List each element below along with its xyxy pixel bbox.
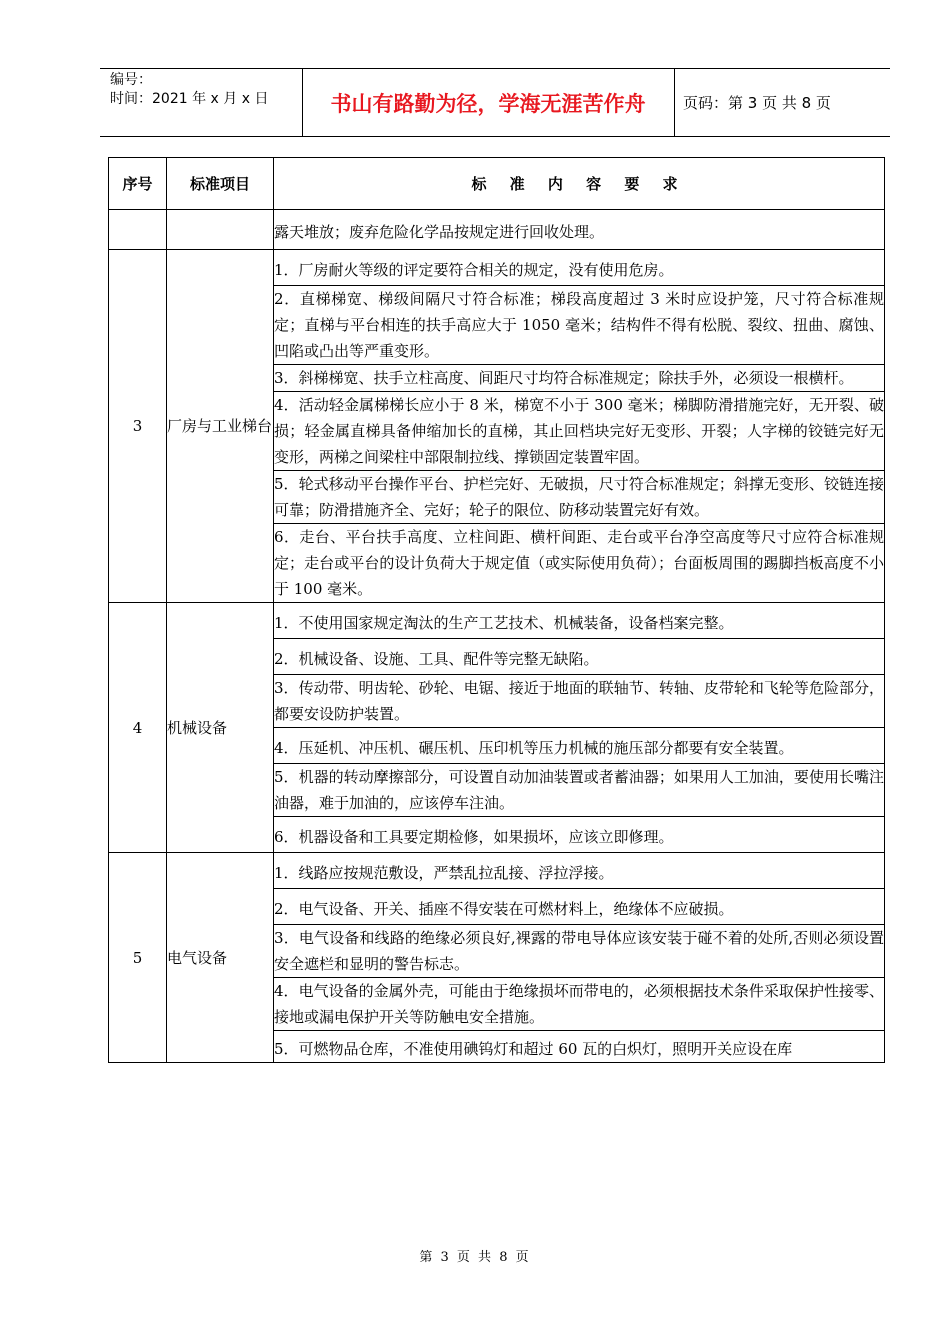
cell-requirement: 1．线路应按规范敷设，严禁乱拉乱接、浮拉浮接。: [274, 853, 885, 889]
table-row: [109, 603, 885, 639]
header-meta: [100, 69, 303, 136]
cell-requirement: 1．不使用国家规定淘汰的生产工艺技术、机械装备，设备档案完整。: [274, 603, 885, 639]
header-requirements: 标 准 内 容 要 求: [274, 158, 885, 210]
cell-requirement: 4．活动轻金属梯梯长应小于 8 米，梯宽不小于 300 毫米；梯脚防滑措施完好，无开裂、破损；轻金属直梯具备伸缩加长的直梯，其止回档块完好无变形、开裂；人字梯的铰链完好无变形，两梯之间梁柱中部限制拉线、撑锁固定装置牢固。: [274, 392, 885, 471]
cell-item: 机械设备: [167, 603, 274, 853]
cell-requirement: 4．电气设备的金属外壳，可能由于绝缘损坏而带电的，必须根据技术条件采取保护性接零、接地或漏电保护开关等防触电安全措施。: [274, 978, 885, 1031]
header-item: 标准项目: [167, 158, 274, 210]
cell-item: 电气设备: [167, 853, 274, 1063]
number-label: 编号：: [110, 72, 152, 88]
cell-requirement: 6．走台、平台扶手高度、立柱间距、横杆间距、走台或平台净空高度等尺寸应符合标准规定；走台或平台的设计负荷大于规定值（或实际使用负荷）；台面板周围的踢脚挡板高度不小于 100 毫米。: [274, 524, 885, 603]
cell-requirement: 4．压延机、冲压机、碾压机、压印机等压力机械的施压部分都要有安全装置。: [274, 728, 885, 764]
cell-requirement: 6．机器设备和工具要定期检修，如果损坏，应该立即修理。: [274, 817, 885, 853]
cell-requirement: 2．直梯梯宽、梯级间隔尺寸符合标准；梯段高度超过 3 米时应设护笼，尺寸符合标准规定；直梯与平台相连的扶手高应大于 1050 毫米；结构件不得有松脱、裂纹、扭曲、腐蚀、凹陷或凸出等严重变形。: [274, 286, 885, 365]
page-header: [100, 68, 890, 137]
cell-no: 3: [109, 250, 167, 603]
cell-requirement: 2．机械设备、设施、工具、配件等完整无缺陷。: [274, 639, 885, 675]
table-row: [109, 853, 885, 889]
cell-item: [167, 210, 274, 250]
header-slogan: 书山有路勤为径，学海无涯苦作舟: [302, 69, 675, 136]
cell-requirement: 2．电气设备、开关、插座不得安装在可燃材料上，绝缘体不应破损。: [274, 889, 885, 925]
cell-requirement: 露天堆放；废弃危险化学品按规定进行回收处理。: [274, 210, 885, 250]
cell-no: [109, 210, 167, 250]
cell-item: 厂房与工业梯台: [167, 250, 274, 603]
header-no: 序号: [109, 158, 167, 210]
table-row: [109, 210, 885, 250]
cell-requirement: 3．斜梯梯宽、扶手立柱高度、间距尺寸均符合标准规定；除扶手外，必须设一根横杆。: [274, 365, 885, 392]
cell-requirement: 1．厂房耐火等级的评定要符合相关的规定，没有使用危房。: [274, 250, 885, 286]
table-row: [109, 250, 885, 286]
cell-requirement: 5．轮式移动平台操作平台、护栏完好、无破损，尺寸符合标准规定；斜撑无变形、铰链连接可靠；防滑措施齐全、完好；轮子的限位、防移动装置完好有效。: [274, 471, 885, 524]
cell-requirement: 3．电气设备和线路的绝缘必须良好,裸露的带电导体应该安装于碰不着的处所,否则必须设置安全遮栏和显明的警告标志。: [274, 925, 885, 978]
cell-no: 5: [109, 853, 167, 1063]
time-label: 时间：2021 年 x 月 x 日: [110, 91, 269, 107]
cell-requirement: 5．可燃物品仓库，不准使用碘钨灯和超过 60 瓦的白炽灯，照明开关应设在库: [274, 1031, 885, 1063]
page-footer: 第 3 页 共 8 页: [419, 1250, 531, 1265]
cell-requirement: 5．机器的转动摩擦部分，可设置自动加油装置或者蓄油器；如果用人工加油，要使用长嘴注油器，难于加油的，应该停车注油。: [274, 764, 885, 817]
table-header-row: [109, 158, 885, 210]
header-page-info: 页码：第 3 页 共 8 页: [683, 94, 831, 112]
cell-no: 4: [109, 603, 167, 853]
cell-requirement: 3．传动带、明齿轮、砂轮、电锯、接近于地面的联轴节、转轴、皮带轮和飞轮等危险部分，都要安设防护装置。: [274, 675, 885, 728]
standards-table: [108, 157, 885, 1063]
